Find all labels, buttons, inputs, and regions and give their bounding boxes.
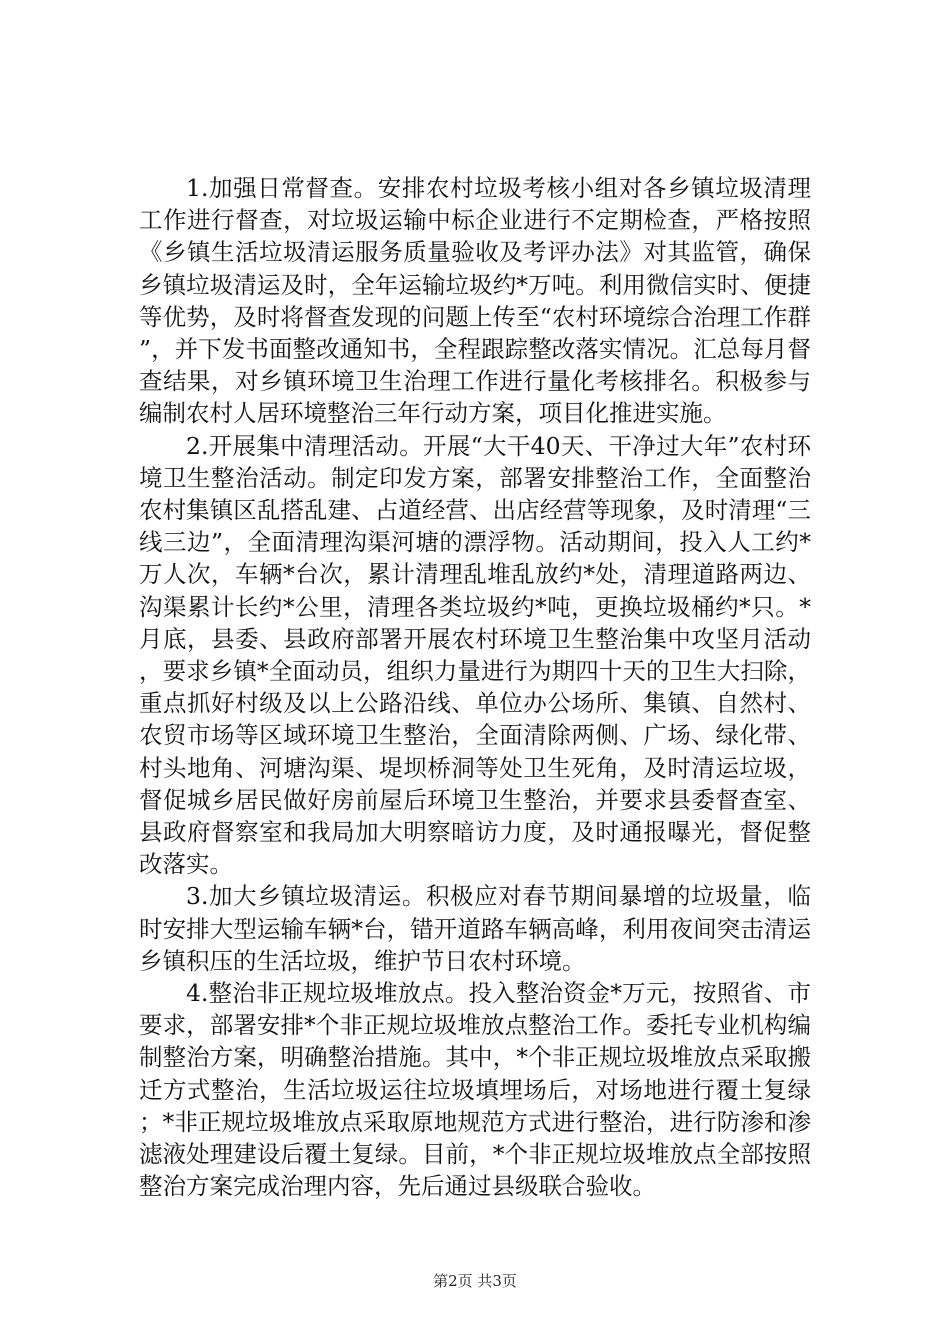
paragraph-centralized-cleanup: 2.开展集中清理活动。开展“大干40天、干净过大年”农村环境卫生整治活动。制定印发方案，部署安排整治工作，全面整治农村集镇区乱搭乱建、占道经营、出店经营等现象，及时清理“三线三边”，全面清理沟渠河塘的漂浮物。活动期间，投入人工约*万人次，车辆*台次，累计清理乱堆乱放约*处，清理道路两边、沟渠累计长约*公里，清理各类垃圾约*吨，更换垃圾桶约*只。*月底，县委、县政府部署开展农村环境卫生整治集中攻坚月活动，要求乡镇*全面动员，组织力量进行为期四十天的卫生大扫除，重点抓好村级及以上公路沿线、单位办公场所、集镇、自然村、农贸市场等区域环境卫生整治，全面清除两侧、广场、绿化带、村头地角、河塘沟渠、堤坝桥洞等处卫生死角，及时清运垃圾，督促城乡居民做好房前屋后环境卫生整治，并要求县委督查室、县政府督察室和我局加大明察暗访力度，及时通报曝光，督促整改落实。 bbox=[139, 431, 811, 879]
paragraph-daily-inspection: 1.加强日常督查。安排农村垃圾考核小组对各乡镇垃圾清理工作进行督查，对垃圾运输中标企业进行不定期检查，严格按照《乡镇生活垃圾清运服务质量验收及考评办法》对其监管，确保乡镇垃圾清运及时，全年运输垃圾约*万吨。利用微信实时、便捷等优势，及时将督查发现的问题上传至“农村环境综合治理工作群”，并下发书面整改通知书，全程跟踪整改落实情况。汇总每月督查结果，对乡镇环境卫生治理工作进行量化考核排名。积极参与编制农村人居环境整治三年行动方案，项目化推进实施。 bbox=[139, 174, 811, 428]
paragraph-garbage-transport: 3.加大乡镇垃圾清运。积极应对春节期间暴增的垃圾量，临时安排大型运输车辆*台，错开道路车辆高峰，利用夜间突击清运乡镇积压的生活垃圾，维护节日农村环境。 bbox=[139, 882, 811, 975]
page-number-footer: 第2页 共3页 bbox=[433, 1272, 517, 1290]
document-body bbox=[139, 172, 811, 1203]
paragraph-dump-site-remediation: 4.整治非正规垃圾堆放点。投入整治资金*万元，按照省、市要求，部署安排*个非正规垃圾堆放点整治工作。委托专业机构编制整治方案，明确整治措施。其中，*个非正规垃圾堆放点采取搬迁方式整治，生活垃圾运往垃圾填埋场后，对场地进行覆土复绿；*非正规垃圾堆放点采取原地规范方式进行整治，进行防渗和渗滤液处理建设后覆土复绿。目前，*个非正规垃圾堆放点全部按照整治方案完成治理内容，先后通过县级联合验收。 bbox=[139, 979, 811, 1201]
